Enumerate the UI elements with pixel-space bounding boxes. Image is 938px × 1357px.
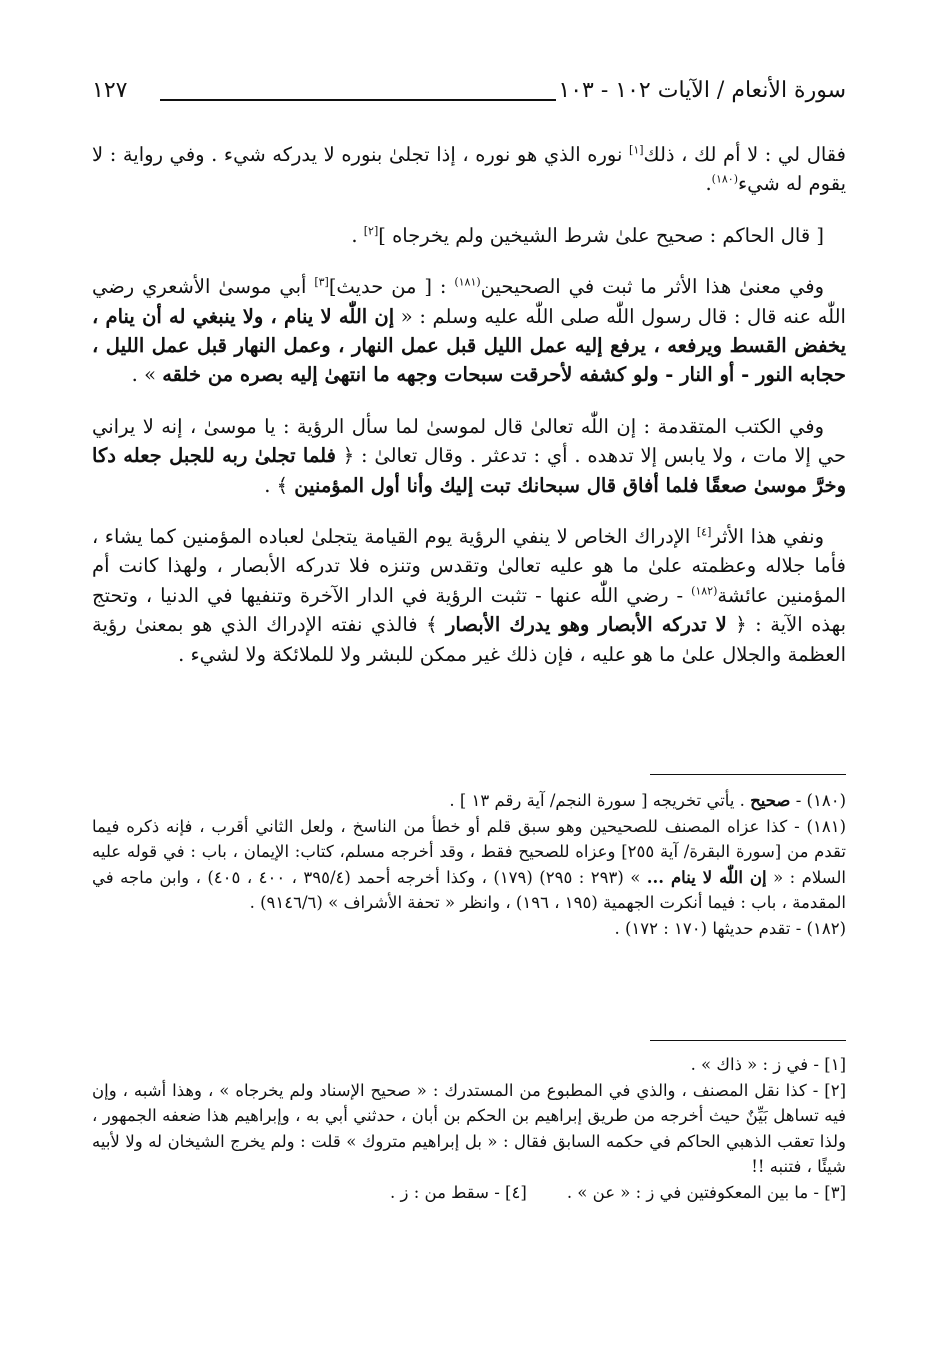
paragraph-2 (92, 221, 846, 250)
paragraph-1 (92, 140, 846, 199)
note-2 (92, 1078, 846, 1180)
footnote-180-grade: صحيح (750, 791, 791, 810)
ref-2: [٢] (363, 224, 379, 238)
quran-verse-2: لا تدركه الأبصار وهو يدرك الأبصار (446, 613, 727, 637)
p3-text-a: وفي معنىٰ هذا الأثر ما ثبت في الصحيحين (480, 275, 825, 299)
ref-182: (١٨٢) (691, 584, 718, 598)
note-4-text: سقط من : ز . (390, 1182, 495, 1202)
p5-text-a: ونفي هذا الأثر (711, 525, 824, 549)
footnote-180-text: . يأتي تخريجه [ سورة النجم/ آية رقم ١٣ ] . (449, 791, 751, 810)
p1-text-c: . (705, 172, 712, 196)
p5-text-b: الإدراك الخاص لا ينفي الرؤية يوم القيامة يتجلىٰ لعباده المؤمنين كما يشاء ، فأما جلاله وعظمته علىٰ ما هو عليه تعالىٰ وتقدس وتنزه فلا تدركه الأبصار ، ولهذا كانت أم المؤمنين عائشة (92, 525, 846, 607)
footnote-180 (92, 788, 846, 814)
running-title: سورة الأنعام / الآيات ١٠٢ - ١٠٣ (558, 78, 846, 103)
p3-text-d: » . (131, 363, 163, 387)
footnote-rule-1 (650, 774, 846, 775)
ref-181: (١٨١) (454, 275, 481, 289)
note-3-text: ما بين المعكوفتين في ز : « عن » . (566, 1182, 814, 1202)
note-1-text: في ز : « ذاك » . (690, 1055, 814, 1074)
p5-text-c: - رضي اللّٰه عنها - تثبت الرؤية في الدار الآخرة وتنفيها في الدنيا ، وتحتج بهذه الآية : ﴿ (92, 583, 847, 637)
footnote-181-bold: إن اللّٰه لا ينام ... (646, 867, 767, 887)
p3-text-c: أبي موسىٰ الأشعري رضي اللّٰه عنه قال : قال رسول اللّٰه صلى اللّٰه عليه وسلم : « (92, 275, 846, 328)
paragraph-5 (92, 522, 846, 669)
note-1 (92, 1052, 846, 1078)
note-4-number: [٤] - (494, 1182, 527, 1202)
note-2-text: كذا نقل المصنف ، والذي في المطبوع من المستدرك : « صحيح الإسناد ولم يخرجاه » ، وهذا أشبه ، وإن فيه تساهل بَيِّنٌ حيث أخرجه من طريق إبراهيم بن الحكم بن أبان ، حدثني أبي به ، وإبراهيم هذا ضعفه الجمهور ، ولذا تعقب الذهبي الحاكم في حكمه السابق فقال : « بل إبراهيم متروك » قلت : ولم يخرج الشيخان له ولا لأبيه شيئًا ، فتنبه !! (92, 1080, 846, 1176)
note-3-4 (92, 1180, 846, 1206)
ref-1: [١] (629, 143, 644, 157)
p3-text-b: : [ من حديث] (328, 275, 455, 299)
note-2-number: [٢] - (812, 1080, 846, 1100)
note-1-number: [١] - (813, 1055, 846, 1074)
footnote-180-number: (١٨٠) - (795, 791, 846, 810)
p4-text-b: ﴾ . (264, 473, 295, 497)
paragraph-3 (92, 272, 846, 390)
p2-text-b: . (351, 223, 364, 247)
footnote-182-text: تقدم حديثها (١٧٠ : ١٧٢) . (614, 918, 796, 938)
footnote-181-number: (١٨١) - (794, 816, 846, 836)
p2-text-a: [ قال الحاكم : صحيح علىٰ شرط الشيخين ولم يخرجاه ] (378, 223, 824, 247)
p1-text-a: فقال لي : لا أم لك ، ذلك (643, 143, 846, 166)
paragraph-4 (92, 412, 846, 500)
footnote-181-text-b: » (٢٩٣ : ٢٩٥) (١٧٩) ، وكذا أخرجه أحمد (٣٩٥/٤ ، ٤٠٠ ، ٤٠٥) ، وابن ماجه في المقدمة ، باب : فيما أنكرت الجهمية (١٩٥ ، ١٩٦) ، وانظر « تحفة الأشراف » (٩١٤٦/٦) . (92, 867, 846, 912)
numbered-footnotes (92, 788, 846, 941)
hadith-text: إن اللّٰه لا ينام ، ولا ينبغي له أن ينام ، يخفض القسط ويرفعه ، يرفع إليه عمل الليل قبل عمل النهار ، وعمل النهار قبل عمل الليل ، حجابه النور - أو النار - ولو كشفه لأحرقت سبحات وجهه ما انتهىٰ إليه بصره من خلقه (92, 304, 846, 387)
footnote-182-number: (١٨٢) - (795, 918, 846, 938)
note-3-number: [٣] - (813, 1182, 846, 1202)
main-text (92, 140, 846, 691)
footnote-rule-2 (650, 1040, 846, 1041)
p1-text-b: نوره الذي هو نوره ، إذا تجلىٰ بنوره لا يدركه شيء . وفي رواية : لا يقوم له شيء (92, 143, 846, 196)
ref-180: (١٨٠) (711, 172, 738, 186)
footnote-181 (92, 814, 846, 916)
p5-text-d: ﴾ فالذي نفته الإدراك الذي هو بمعنىٰ رؤية العظمة والجلال علىٰ ما هو عليه ، فإن ذلك غير ممكن للبشر ولا للملائكة ولا لشيء . (92, 613, 846, 666)
header-rule (160, 99, 556, 101)
footnote-182 (92, 916, 846, 942)
quran-verse-1: فلما تجلىٰ ربه للجبل جعله دكا وخرَّ موسىٰ صعقًا فلما أفاق قال سبحانك تبت إليك وأنا أول المؤمنين (92, 444, 846, 497)
bracketed-footnotes (92, 1052, 846, 1205)
ref-3: [٣] (314, 275, 329, 289)
page-number: ١٢٧ (92, 78, 128, 103)
p4-text-a: وفي الكتب المتقدمة : إن اللّٰه تعالىٰ قال لموسىٰ لما سأل الرؤية : يا موسىٰ ، إنه لا يراني حي إلا مات ، ولا يابس إلا تدهده . أي : تدعثر . وقال تعالىٰ : ﴿ (92, 414, 846, 468)
page-header (92, 78, 846, 112)
footnote-181-text-a: كذا عزاه المصنف للصحيحين وهو سبق قلم أو خطأ من الناسخ ، ولعل الثاني أقرب ، فإنه ذكره فيما تقدم من [سورة البقرة/ آية ٢٥٥] وعزاه للصحيح فقط ، وقد أخرجه مسلم، كتاب: الإيمان ، باب : في قوله عليه السلام : « (92, 816, 847, 887)
ref-4: [٤] (696, 525, 712, 539)
